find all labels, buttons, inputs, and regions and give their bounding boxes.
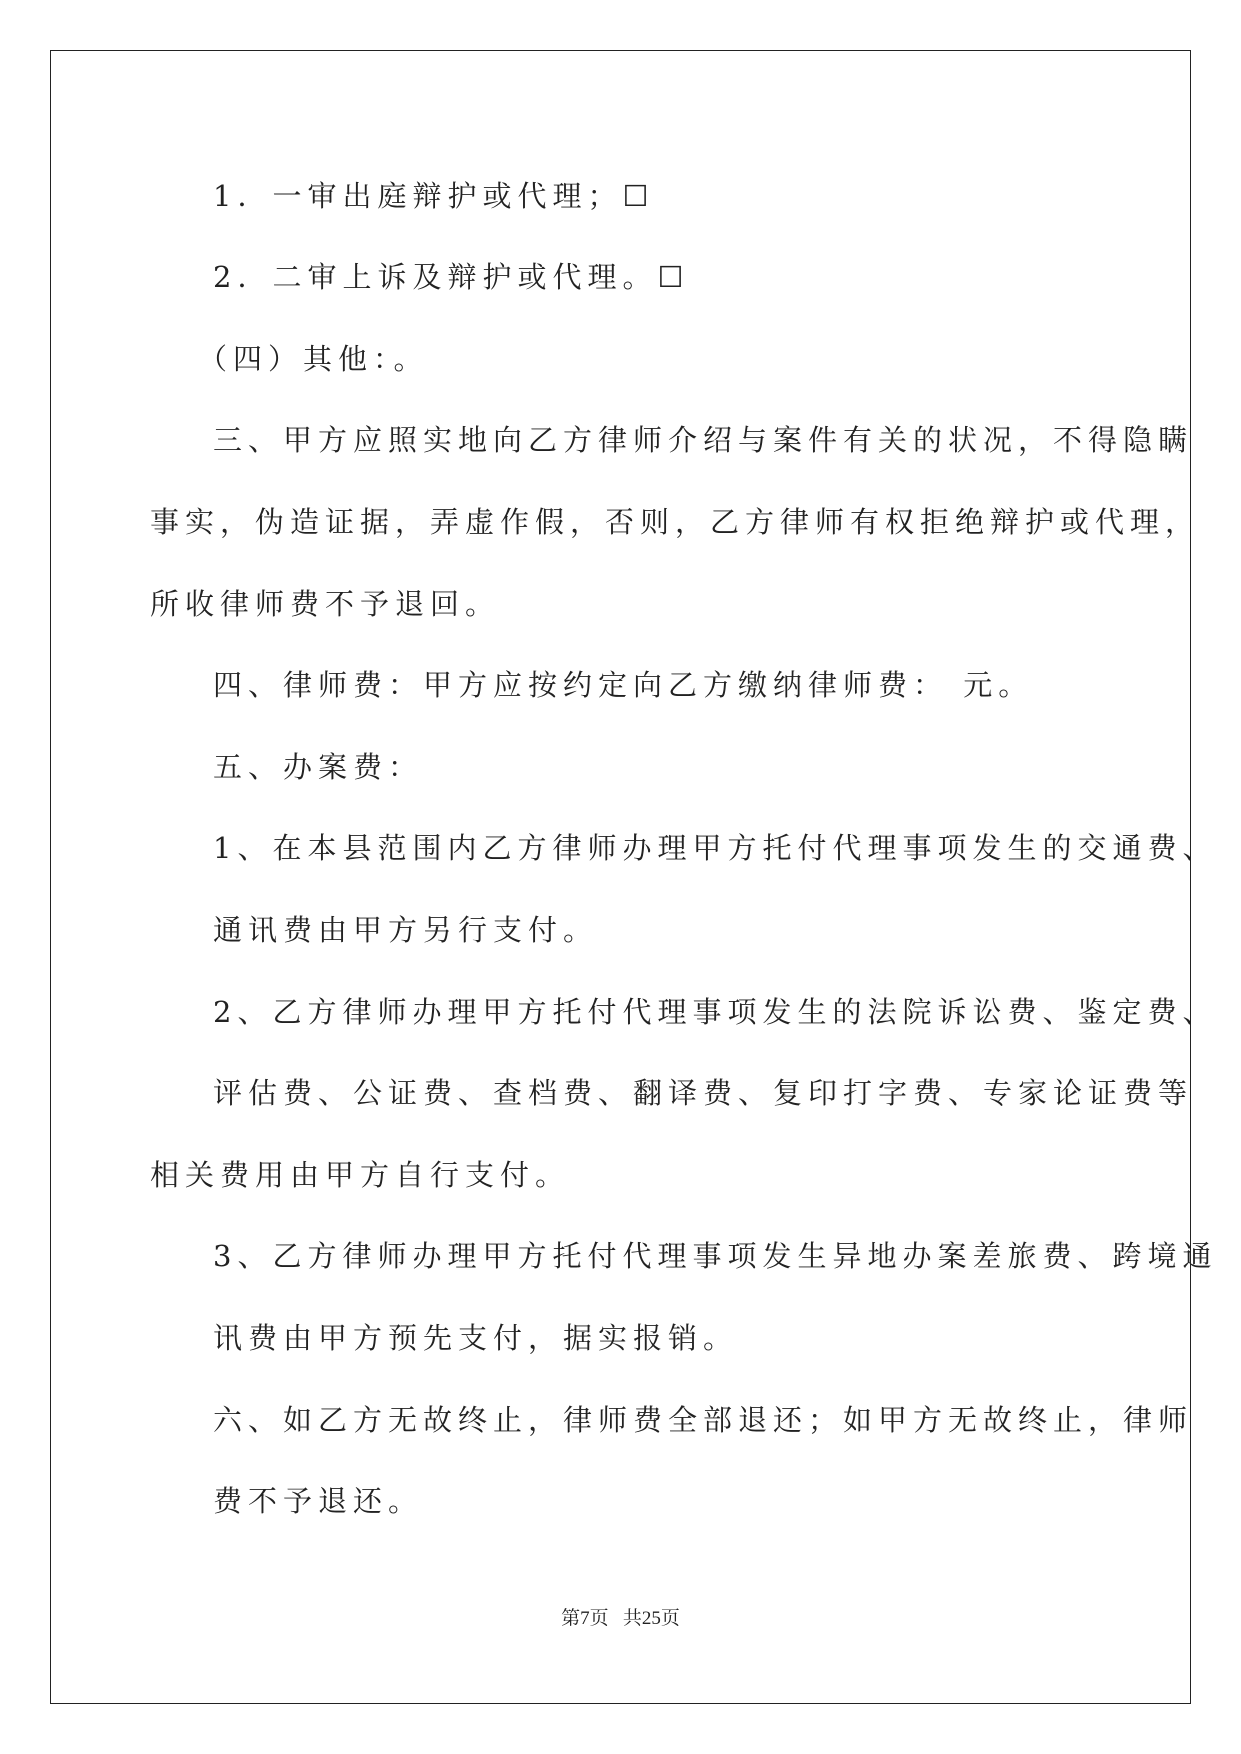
text-line: 3、乙方律师办理甲方托付代理事项发生异地办案差旅费、跨境通: [213, 1239, 1218, 1273]
text-line: 费不予退还。: [213, 1484, 424, 1518]
text-line: 评估费、公证费、查档费、翻译费、复印打字费、专家论证费等: [213, 1076, 1194, 1110]
text-line: 四、律师费：甲方应按约定向乙方缴纳律师费： 元。: [213, 668, 1034, 702]
text-line: 讯费由甲方预先支付，据实报销。: [213, 1321, 739, 1355]
text-line: 2．二审上诉及辩护或代理。☐: [213, 260, 690, 294]
text-line: 相关费用由甲方自行支付。: [150, 1158, 571, 1192]
text-line: 2、乙方律师办理甲方托付代理事项发生的法院诉讼费、鉴定费、: [213, 995, 1218, 1029]
text-line: 六、如乙方无故终止，律师费全部退还；如甲方无故终止，律师: [213, 1403, 1194, 1437]
page-number-footer: 第7页 共25页: [561, 1608, 680, 1629]
text-line: 事实，伪造证据，弄虚作假，否则，乙方律师有权拒绝辩护或代理，: [150, 505, 1201, 539]
text-line: 三、甲方应照实地向乙方律师介绍与案件有关的状况，不得隐瞒: [213, 423, 1194, 457]
text-line: 通讯费由甲方另行支付。: [213, 913, 599, 947]
text-line: 1．一审出庭辩护或代理；☐: [213, 179, 655, 213]
page-border: [50, 50, 1194, 1704]
text-line: （四）其他：。: [198, 342, 429, 376]
text-line: 所收律师费不予退回。: [150, 587, 501, 621]
text-line: 五、办案费：: [213, 750, 424, 784]
text-line: 1、在本县范围内乙方律师办理甲方托付代理事项发生的交通费、: [213, 831, 1218, 865]
